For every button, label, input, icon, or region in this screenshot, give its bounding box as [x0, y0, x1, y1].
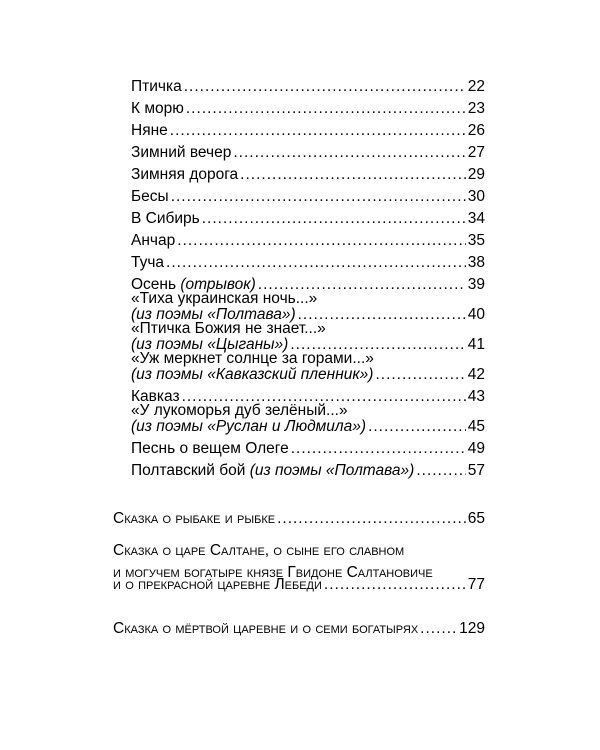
entry-title: Сказка о мёртвой царевне и о семи богатырях	[113, 620, 419, 637]
page-number: 57	[467, 462, 485, 479]
dot-leader	[324, 576, 466, 594]
entry-title: Няне	[131, 122, 168, 139]
toc-entry	[131, 74, 485, 96]
dot-leader	[202, 210, 466, 228]
toc-entry	[131, 414, 485, 436]
page-number: 26	[467, 122, 485, 139]
page-number: 34	[467, 210, 485, 227]
entry-title: Анчар	[131, 232, 176, 249]
page-number: 43	[467, 388, 485, 405]
page-number: 129	[459, 620, 485, 637]
dot-leader	[291, 440, 466, 458]
toc-entry	[131, 184, 485, 206]
page-number: 39	[467, 276, 485, 293]
toc-entry	[131, 140, 485, 162]
dot-leader	[166, 254, 466, 272]
entry-subtitle: (отрывок)	[180, 276, 256, 293]
entry-title-text: Полтавский бой	[131, 462, 246, 479]
entry-subtitle: (из поэмы «Полтава»)	[249, 462, 415, 479]
page-number: 29	[467, 166, 485, 183]
entry-first-line: «Тиха украинская ночь...»	[131, 290, 318, 307]
toc-entry	[113, 616, 485, 638]
toc-entry	[131, 436, 485, 458]
page-number: 42	[467, 366, 485, 383]
page-number: 22	[467, 78, 485, 95]
entry-title: Бесы	[131, 188, 169, 205]
entry-title: Зимняя дорога	[131, 166, 239, 183]
toc-entry	[131, 250, 485, 272]
entry-title: Туча	[131, 254, 165, 271]
toc-entry	[131, 458, 485, 480]
toc-entry	[131, 206, 485, 228]
toc-entry	[131, 96, 485, 118]
entry-title	[131, 462, 414, 480]
entry-title: В Сибирь	[131, 210, 200, 227]
page-number: 27	[467, 144, 485, 161]
page-number: 49	[467, 440, 485, 457]
entry-subtitle: (из поэмы «Руслан и Людмила»)	[131, 418, 367, 435]
entry-first-line: «Уж меркнет солнце за горами...»	[131, 350, 374, 367]
dot-leader	[233, 144, 465, 162]
dot-leader	[186, 100, 466, 118]
entry-title: К морю	[131, 100, 184, 117]
entry-title: Песнь о вещем Олеге	[131, 440, 289, 457]
entry-title: Кавказ	[131, 388, 180, 405]
entry-subtitle: (из поэмы «Полтава»)	[131, 306, 296, 323]
dot-leader	[240, 166, 466, 184]
entry-first-line: «Птичка Божия не знает...»	[131, 320, 326, 337]
entry-subtitle: (из поэмы «Цыганы»)	[131, 336, 289, 353]
dot-leader	[416, 462, 465, 480]
page-number: 40	[467, 306, 485, 323]
page-number: 41	[467, 336, 485, 353]
entry-first-line: «У лукоморья дуб зелёный...»	[131, 402, 348, 419]
dot-leader	[420, 620, 457, 638]
page-number: 30	[467, 188, 485, 205]
entry-title: Птичка	[131, 78, 182, 95]
entry-title: Сказка о рыбаке и рыбке	[113, 510, 276, 527]
entry-title: и о прекрасной царевне Лебеди	[113, 576, 322, 593]
page-number: 65	[467, 510, 485, 527]
entry-title-text: Осень	[131, 276, 177, 293]
page-number: 35	[467, 232, 485, 249]
toc-entry	[131, 362, 485, 384]
toc-entry	[131, 118, 485, 140]
entry-first-line: Сказка о царе Салтане, о сыне его славном	[113, 542, 405, 559]
page-number: 45	[467, 418, 485, 435]
toc-entry	[131, 162, 485, 184]
dot-leader	[375, 366, 465, 384]
page-number: 23	[467, 100, 485, 117]
dot-leader	[171, 188, 466, 206]
entry-title: Зимний вечер	[131, 144, 232, 161]
entry-subtitle: (из поэмы «Кавказский пленник»)	[131, 366, 374, 383]
entry-second-line: и могучем богатыре князе Гвидоне Салтановиче	[113, 564, 433, 581]
dot-leader	[277, 510, 466, 528]
dot-leader	[184, 78, 466, 96]
page-number: 38	[467, 254, 485, 271]
toc-entry	[131, 228, 485, 250]
dot-leader	[368, 418, 466, 436]
dot-leader	[170, 122, 466, 140]
page-number: 77	[467, 576, 485, 593]
dot-leader	[177, 232, 466, 250]
toc-entry	[113, 506, 485, 528]
toc-entry	[113, 572, 485, 594]
